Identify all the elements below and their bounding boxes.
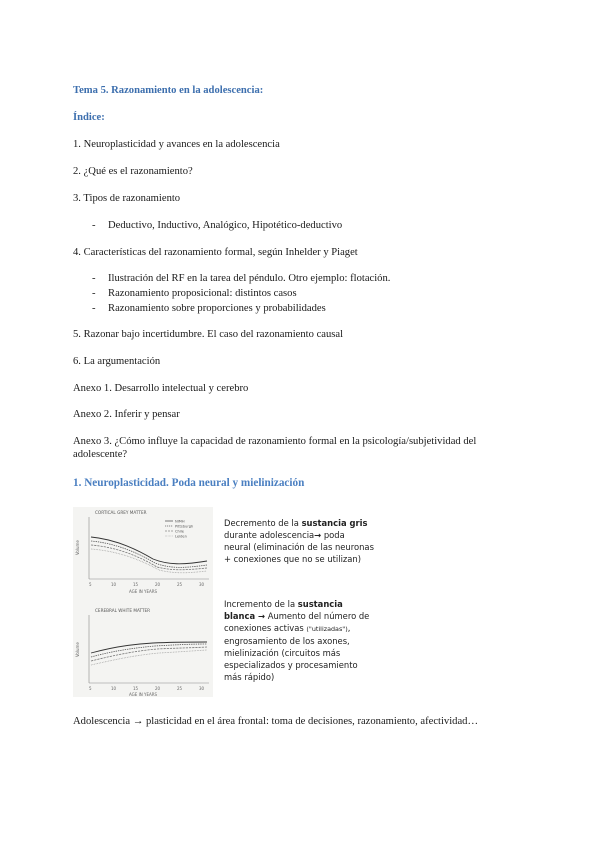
- annex-3: Anexo 3. ¿Cómo influye la capacidad de razonamiento formal en la psicología/subjetividad del adolescente?: [73, 436, 477, 460]
- sub-item-text: Deductivo, Inductivo, Analógico, Hipotético-deductivo: [108, 220, 343, 231]
- note-text: Decremento de la: [224, 518, 302, 528]
- index-item-4: 4. Características del razonamiento formal, según Inhelder y Piaget: [73, 247, 358, 258]
- bottom-chart-title: CEREBRAL WHITE MATTER: [95, 608, 151, 613]
- annex-1: Anexo 1. Desarrollo intelectual y cerebro: [73, 383, 249, 394]
- top-tick-20: 20: [155, 582, 161, 587]
- index-item-6: 6. La argumentación: [73, 356, 161, 367]
- index-item-4-sub-1: [92, 272, 390, 285]
- legend-nimh: NIMH: [175, 519, 185, 524]
- bottom-chart-ylabel: Volume: [75, 642, 80, 657]
- closing-line: Adolescencia → plasticidad en el área frontal: toma de decisiones, razonamiento, afectividad…: [73, 716, 479, 727]
- note-text: , engrosamiento de los axones, mielinización (circuitos más especializados y procesamiento más rápido): [224, 623, 358, 682]
- grey-matter-note: [224, 517, 374, 565]
- bullet-dash: -: [92, 288, 96, 299]
- bullet-dash: -: [92, 220, 96, 231]
- sub-item-text: Razonamiento proposicional: distintos casos: [108, 288, 297, 299]
- index-item-3-sub-1: [92, 219, 342, 232]
- document-title: Tema 5. Razonamiento en la adolescencia:: [73, 85, 264, 96]
- white-matter-note: [224, 598, 374, 683]
- section-1-heading: 1. Neuroplasticidad. Poda neural y mielinización: [73, 477, 305, 489]
- bullet-dash: -: [92, 303, 96, 314]
- sub-item-text: Razonamiento sobre proporciones y probabilidades: [108, 303, 326, 314]
- brain-volume-figure: [73, 507, 213, 697]
- legend-leiden: Leiden: [175, 534, 187, 539]
- bottom-chart-xticks: [89, 686, 205, 691]
- top-chart-legend: [165, 520, 193, 539]
- top-chart-ylabel: Volume: [75, 540, 80, 555]
- note-bold: sustancia blanca: [224, 599, 343, 621]
- bottom-chart-xlabel: AGE IN YEARS: [129, 692, 158, 697]
- bottom-tick-20: 20: [155, 686, 161, 691]
- note-bold: sustancia gris: [301, 518, 368, 528]
- annex-2: Anexo 2. Inferir y pensar: [73, 409, 180, 420]
- bottom-tick-5: 5: [89, 686, 92, 691]
- note-text: Incremento de la: [224, 599, 298, 609]
- sub-item-text: Ilustración del RF en la tarea del péndulo. Otro ejemplo: flotación.: [108, 273, 391, 284]
- top-tick-5: 5: [89, 582, 92, 587]
- grey-matter-curve-chile: [91, 545, 207, 570]
- top-chart-xlabel: AGE IN YEARS: [129, 589, 158, 594]
- index-item-4-sub-2: [92, 287, 297, 300]
- index-heading: Índice:: [73, 112, 105, 123]
- note-text: poda neural (eliminación de las neuronas + conexiones que no se utilizan): [224, 530, 374, 564]
- bottom-tick-10: 10: [111, 686, 117, 691]
- note-text: durante adolescencia: [224, 530, 315, 540]
- brain-volume-charts: [73, 507, 213, 697]
- top-chart-title: CORTICAL GREY MATTER: [95, 510, 147, 515]
- top-tick-15: 15: [133, 582, 139, 587]
- bottom-tick-15: 15: [133, 686, 139, 691]
- top-tick-30: 30: [199, 582, 205, 587]
- legend-chile: Chile: [175, 529, 184, 534]
- white-matter-curve-leiden: [91, 650, 207, 665]
- legend-pittsburgh: Pittsburgh: [175, 524, 194, 529]
- top-chart-xticks: [89, 582, 205, 587]
- bottom-tick-30: 30: [199, 686, 205, 691]
- top-tick-25: 25: [177, 582, 183, 587]
- arrow-icon: →: [314, 530, 322, 540]
- white-matter-curve-pittsburgh: [91, 644, 207, 657]
- note-text: Aumento del número de conexiones activas: [224, 611, 370, 633]
- bullet-dash: -: [92, 273, 96, 284]
- arrow-icon: →: [255, 611, 266, 621]
- index-item-3: 3. Tipos de razonamiento: [73, 193, 181, 204]
- index-item-4-sub-3: [92, 302, 326, 315]
- top-tick-10: 10: [111, 582, 117, 587]
- index-item-2: 2. ¿Qué es el razonamiento?: [73, 166, 193, 177]
- index-item-1: 1. Neuroplasticidad y avances en la adolescencia: [73, 139, 280, 150]
- note-small-text: ("utilizadas"): [306, 625, 348, 633]
- index-item-5: 5. Razonar bajo incertidumbre. El caso del razonamiento causal: [73, 329, 344, 340]
- bottom-tick-25: 25: [177, 686, 183, 691]
